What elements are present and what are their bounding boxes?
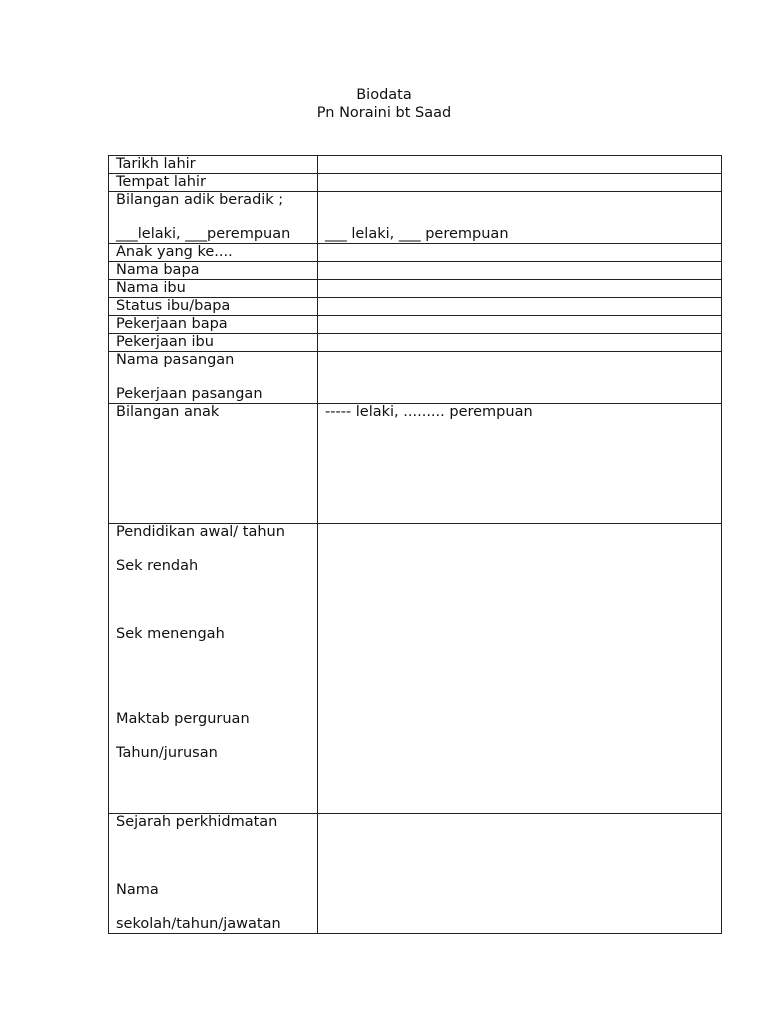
field-value-status[interactable] (318, 298, 722, 316)
field-value-nama-bapa[interactable] (318, 262, 722, 280)
table-row (109, 334, 722, 352)
field-label-bilangan-adik-gender: ___lelaki, ___perempuan (116, 226, 291, 242)
field-value-bilangan-adik-gender: ___ lelaki, ___ perempuan (325, 226, 509, 242)
field-value-pekerjaan-ibu[interactable] (318, 334, 722, 352)
field-value-bilangan-anak[interactable] (318, 404, 722, 524)
field-label-nama-ibu: Nama ibu (116, 280, 186, 296)
table-row (109, 814, 722, 934)
table-row (109, 316, 722, 334)
document-subtitle: Pn Noraini bt Saad (316, 105, 452, 121)
field-label-tempat-lahir: Tempat lahir (116, 174, 206, 190)
table-row (109, 298, 722, 316)
table-row (109, 352, 722, 404)
field-value-tarikh-lahir[interactable] (318, 156, 722, 174)
table-row (109, 192, 722, 244)
field-value-pendidikan[interactable] (318, 524, 722, 814)
table-row (109, 280, 722, 298)
field-label-tahun-jurusan: Tahun/jurusan (116, 745, 218, 761)
field-value-nama-ibu[interactable] (318, 280, 722, 298)
field-label-tarikh-lahir: Tarikh lahir (116, 156, 196, 172)
field-label-pendidikan: Pendidikan awal/ tahun (116, 524, 285, 540)
field-label-sekolah-tahun-jawatan: sekolah/tahun/jawatan (116, 916, 281, 932)
table-row (109, 156, 722, 174)
table-row (109, 174, 722, 192)
field-label-sek-menengah: Sek menengah (116, 626, 225, 642)
field-label-maktab: Maktab perguruan (116, 711, 250, 727)
field-label-pekerjaan-ibu: Pekerjaan ibu (116, 334, 214, 350)
field-label-status: Status ibu/bapa (116, 298, 231, 314)
field-label-anak-ke: Anak yang ke.... (116, 244, 233, 260)
field-label-bilangan-anak: Bilangan anak (116, 404, 220, 420)
field-label-sejarah: Sejarah perkhidmatan (116, 814, 278, 830)
field-value-bilangan-anak-text: ----- lelaki, ......... perempuan (325, 404, 533, 420)
field-label-nama-bapa: Nama bapa (116, 262, 200, 278)
field-value-sejarah[interactable] (318, 814, 722, 934)
table-row (109, 244, 722, 262)
field-label-nama: Nama (116, 882, 159, 898)
field-label-nama-pasangan: Nama pasangan (116, 352, 235, 368)
table-row (109, 524, 722, 814)
field-label-pekerjaan-bapa: Pekerjaan bapa (116, 316, 228, 332)
field-value-anak-ke[interactable] (318, 244, 722, 262)
field-label-pekerjaan-pasangan: Pekerjaan pasangan (116, 386, 263, 402)
field-value-pasangan[interactable] (318, 352, 722, 404)
table-row (109, 404, 722, 524)
field-label-bilangan-adik: Bilangan adik beradik ; (116, 192, 284, 208)
field-value-tempat-lahir[interactable] (318, 174, 722, 192)
biodata-table (108, 155, 722, 934)
field-label-sek-rendah: Sek rendah (116, 558, 199, 574)
document-title: Biodata (356, 87, 412, 103)
table-row (109, 262, 722, 280)
field-value-pekerjaan-bapa[interactable] (318, 316, 722, 334)
field-value-bilangan-adik[interactable] (318, 192, 722, 244)
